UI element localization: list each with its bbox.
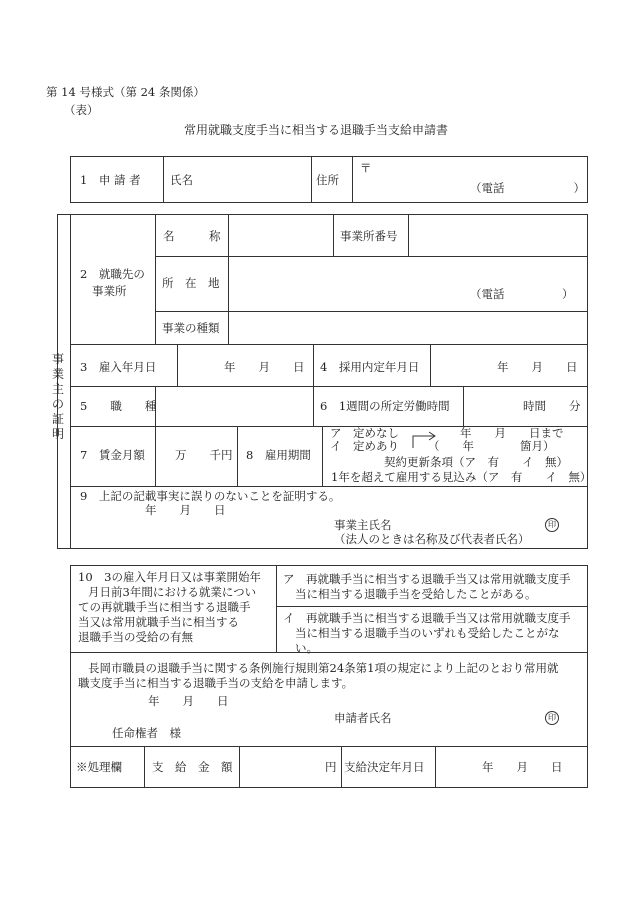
offer-date-label: 4 採用内定年月日 xyxy=(320,360,420,374)
location-label: 所 在 地 xyxy=(162,276,220,290)
application-date: 年 月 日 xyxy=(148,694,229,708)
job-label: 5 職 種 xyxy=(80,399,157,413)
form-number: 第 14 号様式（第 24 条関係） xyxy=(46,85,205,99)
workplace-label-1: 2 就職先の xyxy=(80,267,145,281)
employer-seal: 印 xyxy=(545,517,559,532)
employer-cert-side-label: 事 業 主 の 証 明 xyxy=(52,352,65,441)
certify-date: 年 月 日 xyxy=(145,503,226,517)
receipt-option-b: イ 再就職手当に相当する退職手当又は常用就職支度手 当に相当する退職手当のいずれも受給したことがな い。 xyxy=(283,611,571,655)
wage-label: 7 賃金月額 xyxy=(80,448,145,462)
applicant-seal: 印 xyxy=(545,710,559,725)
business-type-label: 事業の種類 xyxy=(162,321,220,335)
applicant-phone: （電話 ） xyxy=(470,181,585,195)
receipt-option-a: ア 再就職手当に相当する退職手当又は常用就職支度手 当に相当する退職手当を受給したことがある。 xyxy=(283,572,571,601)
employer-name-note: （法人のときは名称及び代表者氏名） xyxy=(334,532,530,546)
decision-date-value: 年 月 日 xyxy=(482,760,563,774)
decision-date-label: 支給決定年月日 xyxy=(344,760,425,774)
processing-label: ※処理欄 xyxy=(76,760,122,774)
offer-date-value: 年 月 日 xyxy=(497,360,578,374)
workplace-phone: （電話 ） xyxy=(470,287,574,301)
receipt-label: 10 3の雇入年月日又は事業開始年 月日前3年間における就業につい ての再就職手当に相当する退職手 当又は常用就職手当に相当する 退職手当の受給の有無 xyxy=(78,570,261,644)
weekly-hours-label: 6 1週間の所定労働時間 xyxy=(320,399,450,413)
wage-value: 万 千円 xyxy=(175,448,233,462)
certify-text: 9 上記の記載事実に誤りのないことを証明する。 xyxy=(80,489,341,503)
term-option-a: ア 定めなし xyxy=(330,426,399,440)
amount-label: 支 給 金 額 xyxy=(152,760,233,774)
office-number-label: 事業所番号 xyxy=(340,229,398,243)
hire-date-label: 3 雇入年月日 xyxy=(80,360,157,374)
workplace-label-2: 事業所 xyxy=(92,284,127,298)
amount-unit: 円 xyxy=(325,760,337,774)
applicant-address-label: 住所 xyxy=(316,173,339,187)
term-option-b: イ 定めあり xyxy=(330,439,399,453)
workplace-name-label: 名 称 xyxy=(163,229,221,243)
form-side: （表） xyxy=(64,103,99,117)
page-title: 常用就職支度手当に相当する退職手当支給申請書 xyxy=(184,123,449,137)
over-one-year: 1年を超えて雇用する見込み（ア 有 イ 無） xyxy=(331,470,592,484)
applicant-label: 1 申 請 者 xyxy=(80,173,141,187)
hire-date-value: 年 月 日 xyxy=(224,360,305,374)
weekly-hours-value: 時間 分 xyxy=(523,399,581,413)
application-text-2: 職支度手当に相当する退職手当の支給を申請します。 xyxy=(78,676,354,690)
applicant-name-label: 氏名 xyxy=(170,173,193,187)
term-until: 年 月 日まで xyxy=(460,426,564,440)
renewal-clause: 契約更新条項（ア 有 イ 無） xyxy=(384,455,568,469)
term-months: （ 年 箇月） xyxy=(428,439,555,453)
addressee: 任命権者 様 xyxy=(112,726,181,740)
application-text-1: 長岡市職員の退職手当に関する条例施行規則第24条第1項の規定により上記のとおり常用就 xyxy=(88,661,559,675)
term-label: 8 雇用期間 xyxy=(246,448,311,462)
postal-mark: 〒 xyxy=(360,161,372,175)
applicant-name-label-bottom: 申請者氏名 xyxy=(334,711,392,725)
employer-name-label: 事業主氏名 xyxy=(334,518,392,532)
